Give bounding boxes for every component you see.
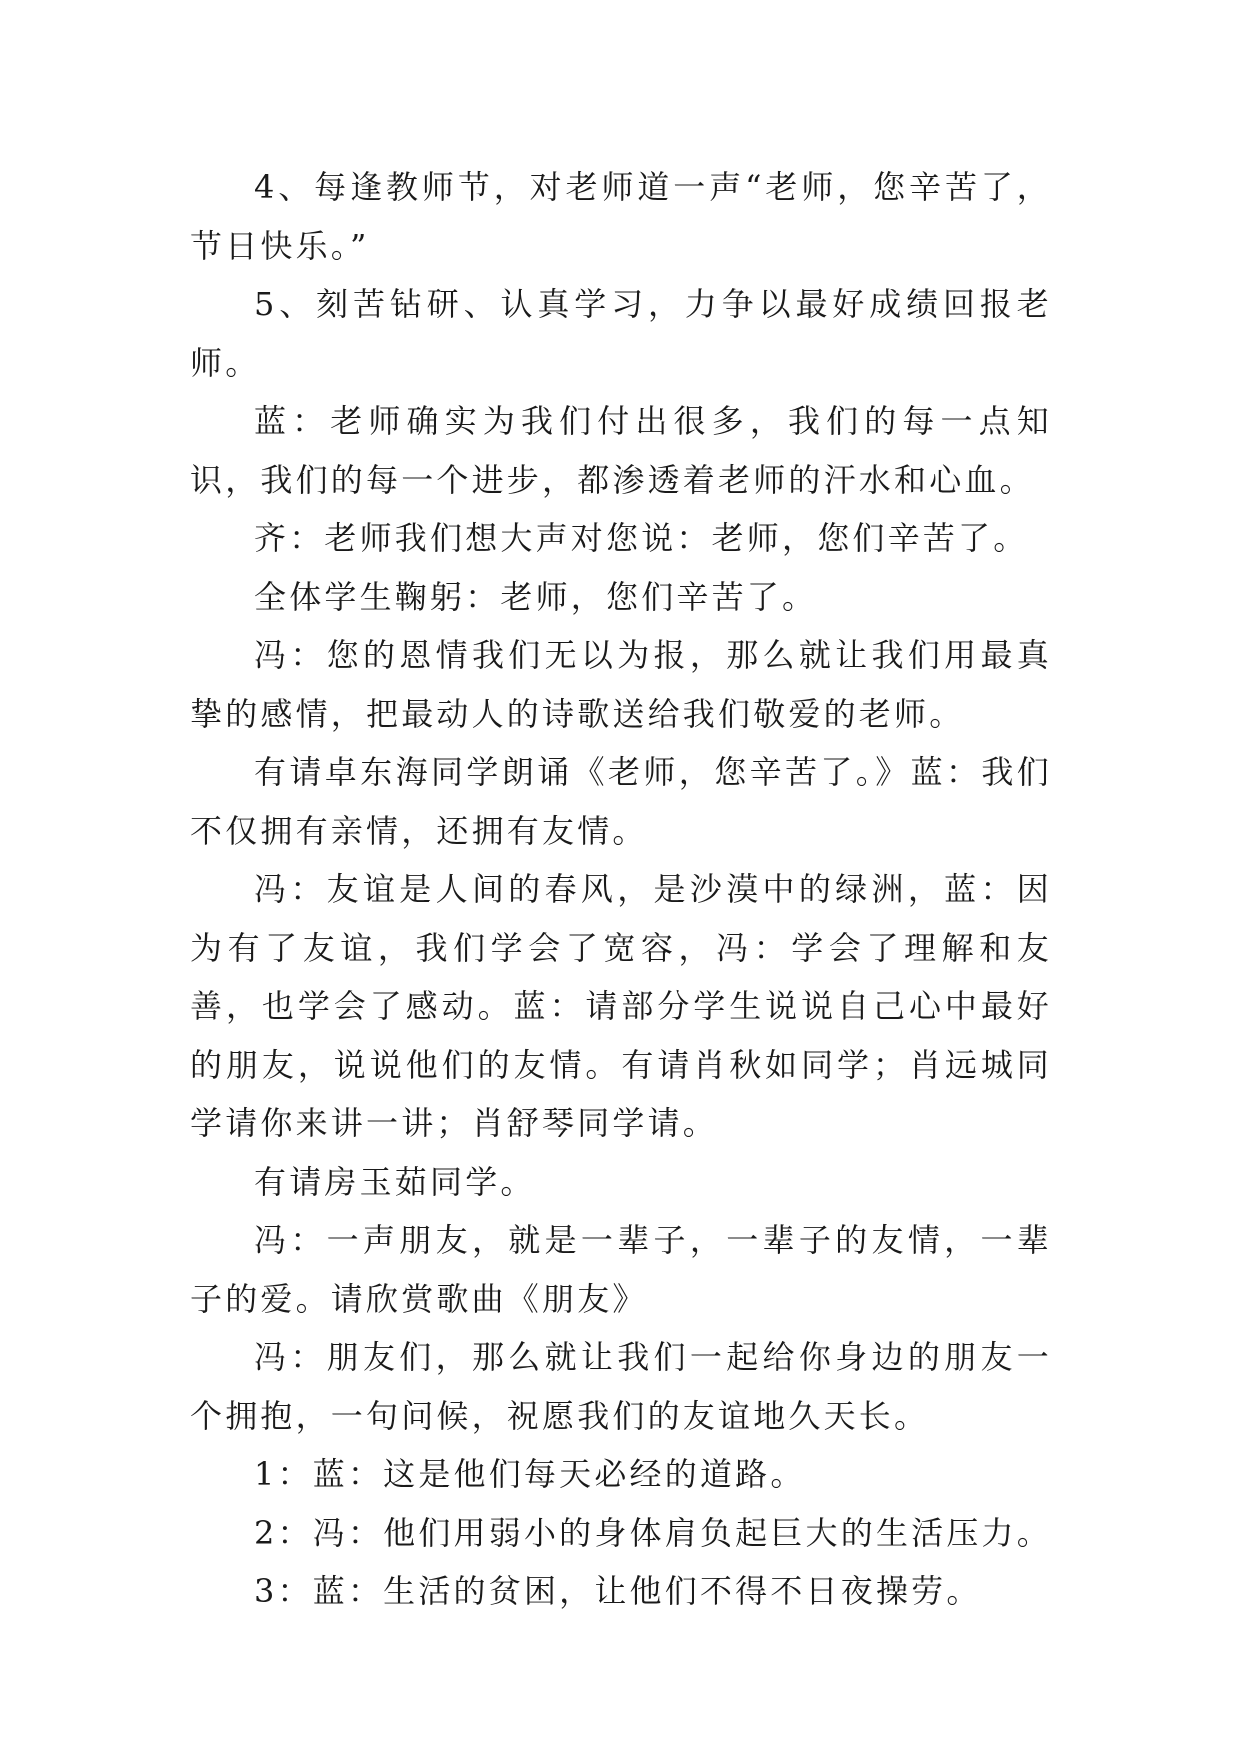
paragraph: 冯：友谊是人间的春风，是沙漠中的绿洲，蓝：因为有了友谊，我们学会了宽容，冯：学会了理解和友善，也学会了感动。蓝：请部分学生说说自己心中最好的朋友，说说他们的友情。有请肖秋如同学；肖远城同学请你来讲一讲；肖舒琴同学请。 [190, 870, 1052, 1142]
paragraph: 5、刻苦钻研、认真学习，力争以最好成绩回报老师。 [190, 285, 1052, 382]
paragraph: 冯：您的恩情我们无以为报，那么就让我们用最真挚的感情，把最动人的诗歌送给我们敬爱的老师。 [190, 636, 1052, 733]
paragraph: 有请房玉茹同学。 [254, 1162, 536, 1201]
paragraph: 齐：老师我们想大声对您说：老师，您们辛苦了。 [254, 519, 1029, 557]
paragraph: 2：冯：他们用弱小的身体肩负起巨大的生活压力。 [254, 1513, 1052, 1552]
paragraph: 1：蓝：这是他们每天必经的道路。 [254, 1455, 806, 1493]
paragraph: 4、每逢教师节，对老师道一声“老师，您辛苦了，节日快乐。” [190, 168, 1052, 265]
paragraph: 冯：一声朋友，就是一辈子，一辈子的友情，一辈子的爱。请欣赏歌曲《朋友》 [190, 1221, 1052, 1318]
paragraph: 全体学生鞠躬：老师，您们辛苦了。 [254, 577, 818, 616]
paragraph: 有请卓东海同学朗诵《老师，您辛苦了。》蓝：我们不仅拥有亲情，还拥有友情。 [190, 753, 1052, 850]
paragraph: 3：蓝：生活的贫困，让他们不得不日夜操劳。 [254, 1572, 982, 1610]
paragraph: 蓝：老师确实为我们付出很多，我们的每一点知识，我们的每一个进步，都渗透着老师的汗水和心血。 [190, 402, 1052, 499]
paragraph: 冯：朋友们，那么就让我们一起给你身边的朋友一个拥抱，一句问候，祝愿我们的友谊地久天长。 [190, 1338, 1052, 1435]
document-body [190, 158, 1052, 1621]
